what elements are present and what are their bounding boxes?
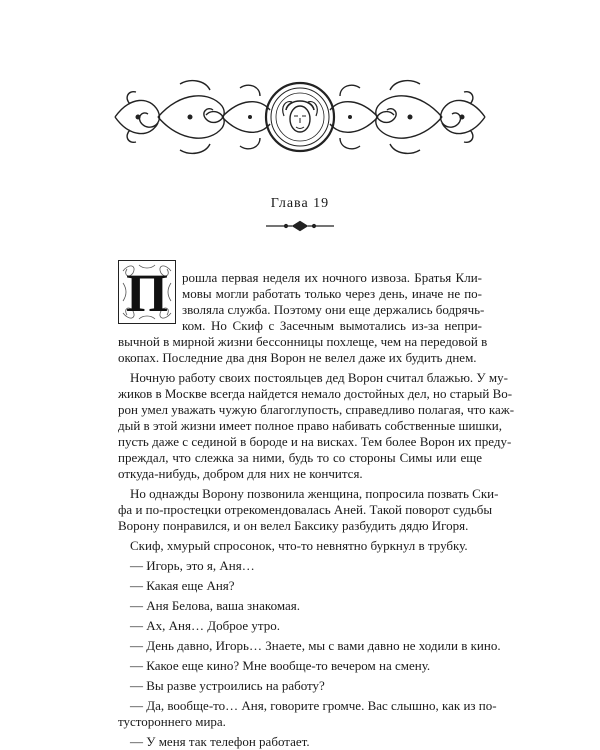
- dialogue-line: — Ах, Аня… Доброе утро.: [130, 618, 280, 633]
- text-line: фа и по-простецки отрекомендовалась Аней. Такой поворот судьбы: [118, 502, 493, 517]
- dialogue-line: — Какое еще кино? Мне вообще-то вечером на смену.: [130, 658, 431, 673]
- text-line: жиков в Москве всегда найдется немало достойных дел, но старый Во-: [118, 386, 513, 401]
- text-line: дый в этой жизни имеет полное право набивать собственные шишки,: [118, 418, 502, 433]
- dialogue-line: — День давно, Игорь… Знаете, мы с вами давно не ходили в кино.: [130, 638, 501, 653]
- dialogue-line: — У меня так телефон работает.: [130, 734, 310, 749]
- dialogue-line: — Аня Белова, ваша знакомая.: [130, 598, 300, 613]
- dialogue-line: — Какая еще Аня?: [130, 578, 235, 593]
- text-line: ком. Но Скиф с Засечным вымотались из-за непри-: [182, 318, 482, 333]
- text-line: Но однажды Ворону позвонила женщина, попросила позвать Ски-: [130, 486, 499, 501]
- text-line: зволяла служба. Поэтому они еще держались бодрячь-: [182, 302, 485, 317]
- dialogue-line: — Игорь, это я, Аня…: [130, 558, 255, 573]
- text-line: Ночную работу своих постояльцев дед Ворон считал блажью. У му-: [130, 370, 508, 385]
- text-line: вычной в мирной жизни бессонницы похлеще, чем на передовой в: [118, 334, 488, 349]
- text-line: рошла первая неделя их ночного извоза. Братья Кли-: [182, 270, 482, 285]
- text-line: рон умел уважать чужую благоглупость, справедливо полагая, что каж-: [118, 402, 515, 417]
- text-line: окопах. Последние два дня Ворон не велел даже их будить днем.: [118, 350, 477, 365]
- text-line: мовы могли работать только через день, иначе не по-: [182, 286, 482, 301]
- drop-cap-letter: П: [125, 263, 168, 323]
- dialogue-line: тустороннего мира.: [118, 714, 226, 729]
- text-line: откуда-нибудь, добром для них не кончится.: [118, 466, 363, 481]
- chapter-title: Глава 19: [270, 196, 330, 211]
- header-ornament: [110, 76, 490, 158]
- text-line: Ворону понравился, и он велел Баксику разбудить дядю Игоря.: [118, 518, 469, 533]
- text-line: Скиф, хмурый спросонок, что-то невнятно буркнул в трубку.: [130, 538, 468, 553]
- dialogue-line: — Да, вообще-то… Аня, говорите громче. Вас слышно, как из по-: [130, 698, 497, 713]
- text-line: преждал, что слежка за ними, будь то со стороны Симы или еще: [118, 450, 482, 465]
- chapter-divider-ornament: [264, 220, 336, 232]
- dialogue-line: — Вы разве устроились на работу?: [130, 678, 325, 693]
- text-line: пусть даже с сединой в бороде и на висках. Тем более Ворон их преду-: [118, 434, 512, 449]
- drop-cap: [118, 260, 176, 324]
